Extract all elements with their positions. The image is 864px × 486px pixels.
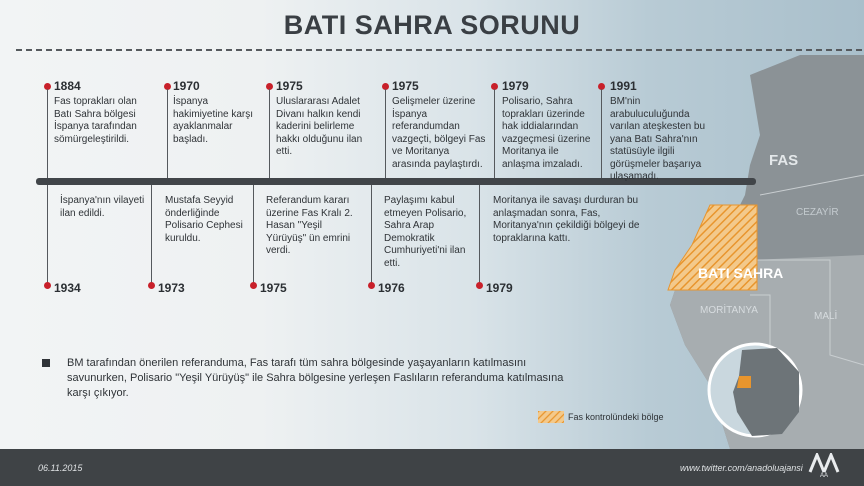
event-text: Moritanya ile savaşı durduran bu anlaşmadan sonra, Fas, Moritanya'nın çekildiği bölgeyi de topraklarına kattı.: [493, 195, 640, 244]
note-line: savunurken, Polisario "Yeşil Yürüyüş" ile Sahra bölgesine yerleşen Faslıların referanduma katılmasına: [67, 372, 564, 384]
event-dot: [476, 282, 483, 289]
event-connector: [494, 89, 495, 178]
event-connector: [385, 89, 386, 178]
event-year: 1975: [392, 79, 419, 93]
event-year: 1991: [610, 79, 637, 93]
event-text: Gelişmeler üzerine İspanya referandumdan vazgeçti, bölgeyi Fas ve Moritanya arasında paylaştırdı.: [392, 96, 486, 170]
note-line: BM tarafından önerilen referanduma, Fas tarafı tüm sahra bölgesinde yaşayanların katılmasını: [67, 357, 527, 369]
event-year: 1979: [502, 79, 529, 93]
aa-logo-text: AA: [819, 473, 828, 479]
event-connector: [253, 185, 254, 283]
event-connector: [47, 185, 48, 283]
event-year: 1975: [260, 281, 287, 295]
map-label-moritanya: MORİTANYA: [700, 305, 758, 316]
note-text: [42, 356, 642, 401]
event-year: 1976: [378, 281, 405, 295]
event-year: 1934: [54, 281, 81, 295]
event-connector: [371, 185, 372, 283]
footer: [0, 449, 864, 486]
note-line: karşı çıkıyor.: [67, 387, 129, 399]
event-year: 1975: [276, 79, 303, 93]
event-text: Referandum kararı üzerine Fas Kralı 2. Hasan "Yeşil Yürüyüş" ün emrini verdi.: [266, 195, 353, 256]
event-dot: [368, 282, 375, 289]
event-text: Uluslararası Adalet Divanı halkın kendi kaderini belirleme hakkı olduğunu ilan etti.: [276, 96, 363, 157]
event-text: Paylaşımı kabul etmeyen Polisario, Sahra Arap Demokratik Cumhuriyeti'ni ilan etti.: [384, 195, 467, 269]
aa-logo: [808, 453, 840, 481]
event-connector: [479, 185, 480, 283]
event-connector: [269, 89, 270, 178]
title-divider: [16, 49, 862, 51]
aa-logo-icon: [808, 453, 840, 473]
locator-globe: [707, 342, 803, 438]
event-dot: [44, 282, 51, 289]
legend-swatch: [538, 411, 564, 423]
event-dot: [250, 282, 257, 289]
footer-date: 06.11.2015: [38, 463, 83, 473]
event-text: BM'nin arabuluculuğunda varılan ateşkesten bu yana Batı Sahra'nın statüsüyle ilgili görüşmeler başarıya ulaşamadı.: [610, 96, 706, 182]
event-connector: [47, 89, 48, 178]
map-label-bati-sahra: BATI SAHRA: [698, 265, 784, 281]
map-label-cezayir: CEZAYİR: [796, 207, 839, 218]
page-title: BATI SAHRA SORUNU: [283, 10, 581, 40]
event-dot: [148, 282, 155, 289]
footer-twitter-link[interactable]: www.twitter.com/anadoluajansi: [680, 463, 803, 473]
event-text: Polisario, Sahra toprakları üzerinde hak iddialarından vazgeçmesi üzerine Moritanya ile anlaşma imzaladı.: [502, 96, 591, 170]
event-text: İspanya hakimiyetine karşı ayaklanmalar başladı.: [173, 96, 254, 145]
event-connector: [167, 89, 168, 178]
event-connector: [601, 89, 602, 178]
event-year: 1884: [54, 79, 81, 93]
event-year: 1970: [173, 79, 200, 93]
event-text: Mustafa Seyyid önderliğinde Polisario Cephesi kuruldu.: [165, 195, 243, 244]
event-connector: [151, 185, 152, 283]
map-label-fas: FAS: [769, 152, 799, 169]
legend-label: Fas kontrolündeki bölge: [568, 412, 664, 422]
event-text: Fas toprakları olan Batı Sahra bölgesi İspanya tarafından sömürgeleştirildi.: [54, 96, 137, 145]
map-label-mali: MALİ: [814, 311, 838, 322]
event-year: 1973: [158, 281, 185, 295]
event-year: 1979: [486, 281, 513, 295]
event-text: İspanya'nın vilayeti ilan edildi.: [60, 195, 145, 219]
